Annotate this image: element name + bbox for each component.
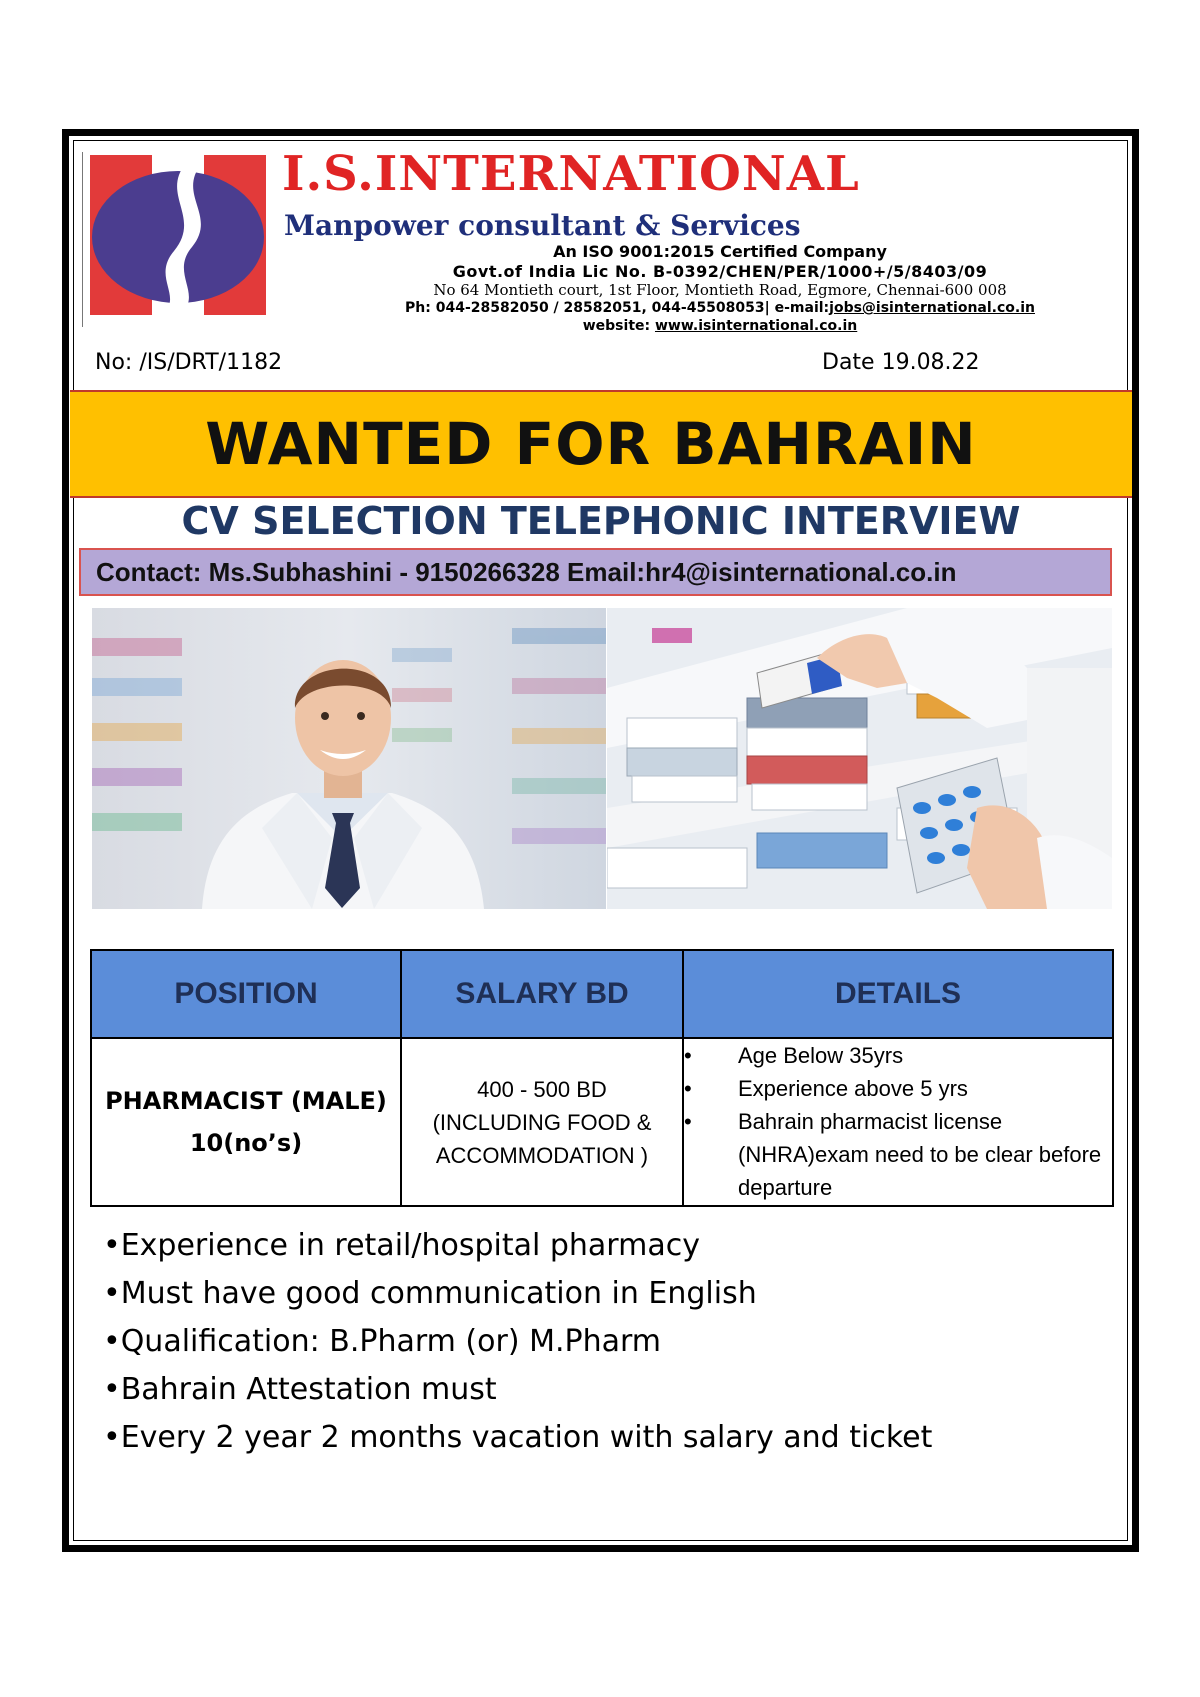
website-link[interactable]: www.isinternational.co.in — [654, 318, 858, 334]
salary-cell — [401, 1038, 683, 1206]
headline-banner — [70, 390, 1132, 498]
iso-certification: An ISO 9001:2015 Certified Company — [553, 242, 887, 261]
license-number: Govt.of India Lic No. B-0392/CHEN/PER/1000+/5/8403/09 — [452, 262, 988, 281]
requirement-item: •Bahrain Attestation must — [103, 1372, 497, 1407]
website-label: website: — [582, 318, 655, 334]
details-cell — [683, 1038, 1113, 1206]
column-header-details: DETAILS — [683, 950, 1113, 1038]
requirement-item: •Experience in retail/hospital pharmacy — [103, 1228, 700, 1263]
company-name: I.S.INTERNATIONAL — [282, 146, 860, 202]
contact-phone-email — [300, 301, 1140, 315]
position-cell — [91, 1038, 401, 1206]
salary-note-line-1: (INCLUDING FOOD & — [432, 1109, 652, 1135]
interview-subtitle: CV SELECTION TELEPHONIC INTERVIEW — [181, 499, 1021, 543]
requirement-item: •Every 2 year 2 months vacation with salary and ticket — [103, 1420, 933, 1455]
reference-number: No: /IS/DRT/1182 — [95, 350, 283, 375]
contact-details: Contact: Ms.Subhashini - 9150266328 Email:hr4@isinternational.co.in — [96, 556, 957, 587]
position-title: PHARMACIST (MALE) — [105, 1087, 387, 1115]
detail-item: • Experience above 5 yrs — [684, 1072, 1112, 1105]
reference-date: Date 19.08.22 — [822, 350, 980, 375]
column-header-salary: SALARY BD — [401, 950, 683, 1038]
headline-title: WANTED FOR BAHRAIN — [205, 410, 977, 478]
company-email-link[interactable]: jobs@isinternational.co.in — [829, 300, 1035, 316]
requirements-list — [103, 1222, 1103, 1462]
position-count: 10(no’s) — [189, 1129, 303, 1157]
contact-bar — [79, 548, 1112, 596]
phone-numbers: Ph: 044-28582050 / 28582051, 044-45508053| e-mail: — [405, 300, 830, 316]
pharmacist-photo — [92, 608, 606, 909]
company-tagline: Manpower consultant & Services — [284, 209, 801, 242]
requirement-item: •Must have good communication in English — [103, 1276, 757, 1311]
medicine-shelf-photo — [607, 608, 1112, 909]
salary-range: 400 - 500 BD — [477, 1076, 607, 1102]
requirement-item: •Qualification: B.Pharm (or) M.Pharm — [103, 1324, 662, 1359]
salary-note-line-2: ACCOMMODATION ) — [435, 1142, 649, 1168]
table-header-row — [91, 950, 1113, 1038]
header-divider — [82, 152, 83, 327]
website-line — [300, 319, 1140, 333]
table-row — [91, 1038, 1113, 1206]
column-header-position: POSITION — [91, 950, 401, 1038]
details-list — [684, 1039, 1112, 1204]
company-logo-icon — [90, 155, 266, 315]
detail-item: • Age Below 35yrs — [684, 1039, 1112, 1072]
company-address: No 64 Montieth court, 1st Floor, Montieth Road, Egmore, Chennai-600 008 — [433, 281, 1007, 299]
positions-table — [90, 949, 1114, 1207]
detail-item: • Bahrain pharmacist license (NHRA)exam need to be clear before departure — [684, 1105, 1112, 1204]
